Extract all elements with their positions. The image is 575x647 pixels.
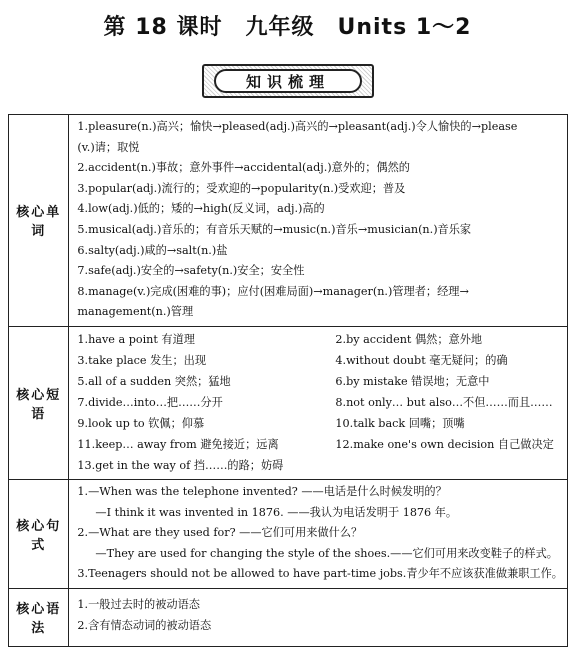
word-item: (v.)请；取悦 (77, 140, 140, 154)
sentence-item: 3.Teenagers should not be allowed to have part-time jobs.青少年不应该获准做兼职工作。 (77, 567, 563, 581)
grammar-item: 2.含有情态动词的被动语态 (77, 618, 212, 632)
knowledge-table (8, 114, 568, 647)
phrase-item (335, 455, 563, 476)
word-item: 4.low(adj.)低的；矮的→high(反义词，adj.)高的 (77, 202, 325, 216)
core-words-content (69, 115, 568, 327)
sentence-item: —I think it was invented in 1876. ——我认为电话发明于 1876 年。 (95, 505, 458, 519)
word-item: 1.pleasure(n.)高兴；愉快→pleased(adj.)高兴的→pleasant(adj.)令人愉快的→please (77, 120, 518, 133)
word-item: 5.musical(adj.)音乐的；有音乐天赋的→music(n.)音乐→musician(n.)音乐家 (77, 222, 472, 236)
category-label: 核心单词 (9, 115, 69, 327)
row-core-words (9, 115, 568, 327)
phrase-item: 12.make one's own decision 自己做决定 (335, 437, 554, 451)
phrase-item: 10.talk back 回嘴；顶嘴 (335, 416, 465, 430)
category-label: 核心语法 (9, 588, 69, 646)
category-label: 核心短语 (9, 326, 69, 479)
phrase-grid (77, 329, 563, 476)
category-label: 核心句式 (9, 479, 69, 588)
word-item: 8.manage(v.)完成(困难的事)；应付(困难局面)→manager(n.)管理者；经理→ (77, 284, 469, 298)
phrase-item: 6.by mistake 错误地；无意中 (335, 374, 490, 388)
core-sentences-content (69, 479, 568, 588)
page-title: 第 18 课时 九年级 Units 1～2 (103, 15, 472, 40)
row-core-sentences (9, 479, 568, 588)
sentence-item: 1.—When was the telephone invented? ——电话是什么时候发明的？ (77, 484, 447, 498)
row-core-phrases (9, 326, 568, 479)
word-item: management(n.)管理 (77, 305, 194, 319)
word-item: 6.salty(adj.)咸的→salt(n.)盐 (77, 243, 228, 257)
sentence-item: —They are used for changing the style of the shoes.——它们可用来改变鞋子的样式。 (95, 546, 558, 560)
grammar-item: 1.一般过去时的被动语态 (77, 597, 200, 611)
phrase-item: 11.keep… away from 避免接近；远离 (77, 437, 279, 451)
phrase-item: 4.without doubt 毫无疑问；的确 (335, 353, 508, 367)
section-badge (202, 64, 374, 98)
phrase-item: 5.all of a sudden 突然；猛地 (77, 374, 231, 388)
phrase-item: 2.by accident 偶然；意外地 (335, 332, 483, 346)
word-item: 3.popular(adj.)流行的；受欢迎的→popularity(n.)受欢迎；普及 (77, 181, 406, 195)
phrase-item: 3.take place 发生；出现 (77, 353, 207, 367)
core-grammar-content (69, 588, 568, 646)
word-item: 7.safe(adj.)安全的→safety(n.)安全；安全性 (77, 264, 305, 278)
row-core-grammar (9, 588, 568, 646)
phrase-item: 1.have a point 有道理 (77, 332, 195, 346)
badge-label: 知识梳理 (214, 69, 362, 93)
core-phrases-content (69, 326, 568, 479)
phrase-item: 8.not only… but also…不但……而且…… (335, 395, 553, 409)
phrase-item: 9.look up to 钦佩；仰慕 (77, 416, 205, 430)
word-item: 2.accident(n.)事故；意外事件→accidental(adj.)意外的；偶然的 (77, 161, 410, 175)
sentence-item: 2.—What are they used for? ——它们可用来做什么？ (77, 526, 363, 540)
phrase-item: 13.get in the way of 挡……的路；妨碍 (77, 458, 284, 472)
phrase-item: 7.divide…into…把……分开 (77, 395, 223, 409)
